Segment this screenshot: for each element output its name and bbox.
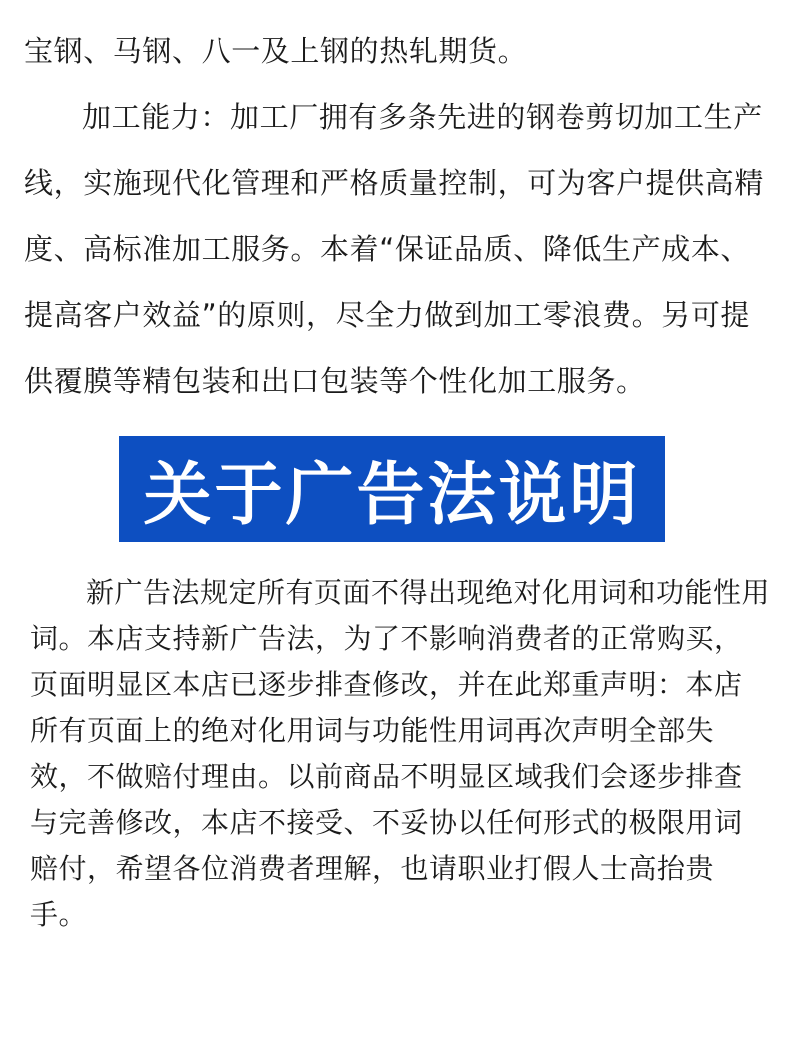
notice-section [30,570,770,938]
processing-paragraph: 加工能力：加工厂拥有多条先进的钢卷剪切加工生产线，实施现代化管理和严格质量控制，可为客户提供高精度、高标准加工服务。本着“保证品质、降低生产成本、提高客户效益”的原则，尽全力做到加工零浪费。另可提供覆膜等精包装和出口包装等个性化加工服务。 [24,100,765,398]
intro-section [24,18,774,414]
banner-title: 关于广告法说明 [143,455,641,535]
ad-law-banner [119,436,665,542]
intro-line: 宝钢、马钢、八一及上钢的热轧期货。 [24,34,528,68]
notice-paragraph: 新广告法规定所有页面不得出现绝对化用词和功能性用词。本店支持新广告法，为了不影响消费者的正常购买，页面明显区本店已逐步排查修改，并在此郑重声明：本店所有页面上的绝对化用词与功能性用词再次声明全部失效，不做赔付理由。以前商品不明显区域我们会逐步排查与完善修改，本店不接受、不妥协以任何形式的极限用词赔付，希望各位消费者理解，也请职业打假人士高抬贵手。 [30,576,771,931]
